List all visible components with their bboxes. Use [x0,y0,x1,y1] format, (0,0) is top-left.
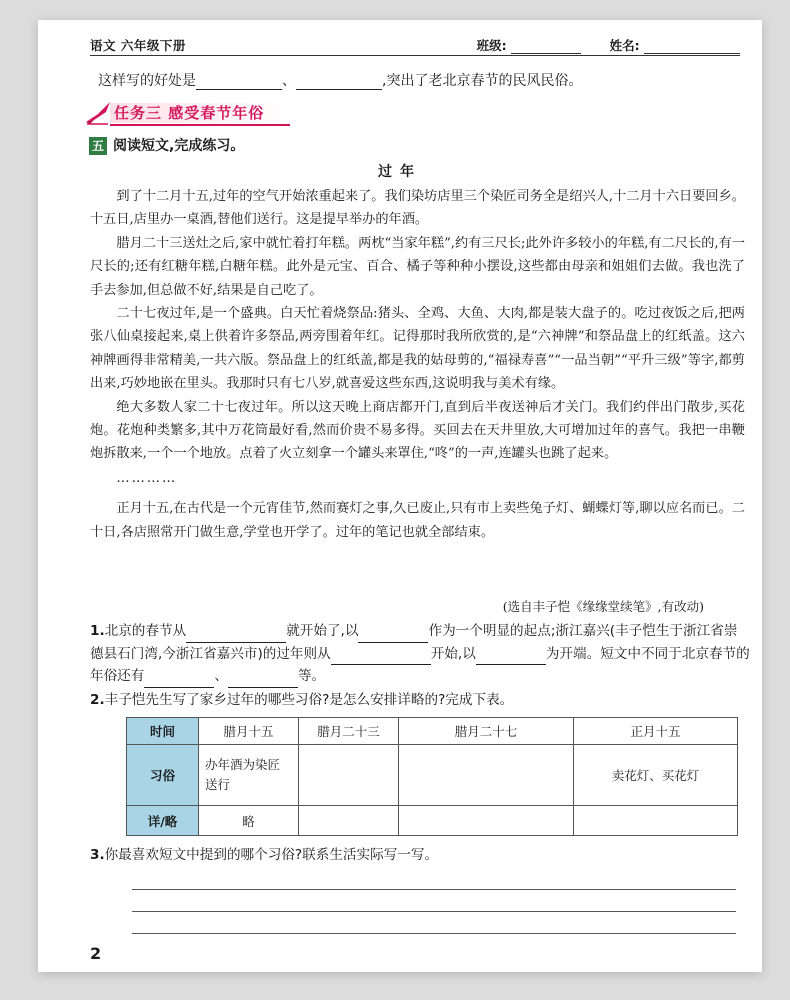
article-paragraph: 正月十五,在古代是一个元宵佳节,然而赛灯之事,久已废止,只有市上卖些兔子灯、蝴蝶灯等,聊以应名而已。二十日,各店照常开门做生意,学堂也开学了。过年的笔记也就全部结束。 [90,501,745,540]
intro-suffix: ,突出了老北京春节的民风民俗。 [382,73,583,89]
q1-text: 为开端。短文中不同于北京春节的年俗还有 [90,645,750,684]
row-label-time: 时间 [127,718,199,745]
q1-text: 开始,以 [430,645,476,662]
answer-line[interactable] [132,933,736,934]
custom-cell: 办年酒为染匠送行 [199,745,299,806]
detail-cell-blank[interactable] [574,806,738,836]
detail-cell: 略 [199,806,299,836]
article-title: 过年 [378,164,422,180]
time-header: 正月十五 [574,718,738,745]
question-3 [90,844,750,867]
q1-blank-4[interactable] [476,650,546,665]
page-header [90,28,740,56]
section-instruction: 阅读短文,完成练习。 [113,138,245,154]
article-paragraph: 二十七夜过年,是一个盛典。白天忙着烧祭品:猪头、全鸡、大鱼、大肉,都是装大盘子的。吃过夜饭之后,把两张八仙桌接起来,桌上供着许多祭品,两旁围着年红。记得那时我所欣赏的,是“六神牌”和祭品盘上的红纸盖。这六神牌画得非常精美,一共六版。祭品盘上的红纸盖,都是我的姑母剪的,“福禄寿喜”“一品当朝”“平升三级”等字,都剪出来,巧妙地嵌在里头。我那时只有七八岁,就喜爱这些东西,这说明我与美术有缘。 [90,306,745,392]
article-paragraph: 绝大多数人家二十七夜过年。所以这天晚上商店都开门,直到后半夜送神后才关门。我们约伴出门散步,买花炮。花炮种类繁多,其中万花筒最好看,然而价贵不易多得。买回去在天井里放,大可增加过年的喜气。我把一串鞭炮拆散来,一个一个地放。点着了火立刻拿一个罐头来罩住,“咚”的一声,连罐头也跳了起来。 [90,399,745,462]
article-ellipsis: ………… [116,470,178,486]
name-blank[interactable] [644,40,740,54]
intro-blank-1[interactable] [196,75,282,90]
q2-text: 丰子恺先生写了家乡过年的哪些习俗?是怎么安排详略的?完成下表。 [104,692,514,708]
table-row [127,718,738,745]
table-row [127,745,738,806]
answer-line[interactable] [132,889,736,890]
q1-text: 等。 [297,668,326,684]
class-label: 班级: [476,38,507,53]
intro-blank-2[interactable] [296,75,382,90]
page-number: 2 [90,944,102,963]
q1-text: 作为一个明显的起点;浙江嘉兴(丰子恺生于浙江省崇德县石门湾,今浙江省嘉兴市)的过年则从 [90,623,738,662]
article-body [90,185,745,544]
custom-cell-blank[interactable] [399,745,574,806]
article-paragraph: 到了十二月十五,过年的空气开始浓重起来了。我们染坊店里三个染匠司务全是绍兴人,十二月十六日要回乡。十五日,店里办一桌酒,替他们送行。这是提早举办的年酒。 [90,189,745,228]
article-source: (选自丰子恺《缘缘堂续笔》,有改动) [502,599,704,614]
book-title: 语文 六年级下册 [90,38,186,53]
q1-blank-2[interactable] [358,628,428,643]
task-banner [84,100,294,126]
answer-line[interactable] [132,911,736,912]
intro-line [98,70,582,90]
row-label-custom: 习俗 [127,745,199,806]
row-label-detail: 详/略 [127,806,199,836]
q1-text: 北京的春节从 [104,623,187,639]
quill-pen-icon [84,100,112,126]
q3-number: 3. [90,847,105,863]
detail-cell-blank[interactable] [399,806,574,836]
intro-sep: 、 [282,73,296,89]
q1-text: 、 [214,668,228,684]
time-header: 腊月二十七 [399,718,574,745]
customs-table [126,717,738,836]
task-title: 任务三 感受春节年俗 [114,104,265,122]
custom-cell-blank[interactable] [299,745,399,806]
section-label [89,135,244,155]
name-label: 姓名: [609,38,640,53]
time-header: 腊月二十三 [299,718,399,745]
time-header: 腊月十五 [199,718,299,745]
q1-blank-6[interactable] [228,673,298,688]
student-info [477,36,740,54]
q3-text: 你最喜欢短文中提到的哪个习俗?联系生活实际写一写。 [104,847,439,863]
class-blank[interactable] [511,40,581,54]
q1-text: 就开始了,以 [286,623,359,639]
section-number: 五 [89,137,107,155]
workbook-page [38,20,762,972]
question-2 [90,689,750,712]
task-underline [110,124,290,126]
article-paragraph: 腊月二十三送灶之后,家中就忙着打年糕。两枕“当家年糕”,约有三尺长;此外许多较小的年糕,有二尺长的,有一尺长的;还有红糖年糕,白糖年糕。此外是元宝、百合、橘子等种种小摆设,这些都由母亲和姐姐们去做。我也洗了手去参加,但总做不好,结果是自己吃了。 [90,235,745,298]
q1-blank-5[interactable] [144,673,214,688]
question-1 [90,620,750,688]
q1-number: 1. [90,623,105,639]
q1-blank-1[interactable] [186,628,286,643]
q1-blank-3[interactable] [331,650,431,665]
intro-prefix: 这样写的好处是 [98,73,196,89]
detail-cell-blank[interactable] [299,806,399,836]
custom-cell: 卖花灯、买花灯 [574,745,738,806]
q2-number: 2. [90,692,105,708]
table-row [127,806,738,836]
